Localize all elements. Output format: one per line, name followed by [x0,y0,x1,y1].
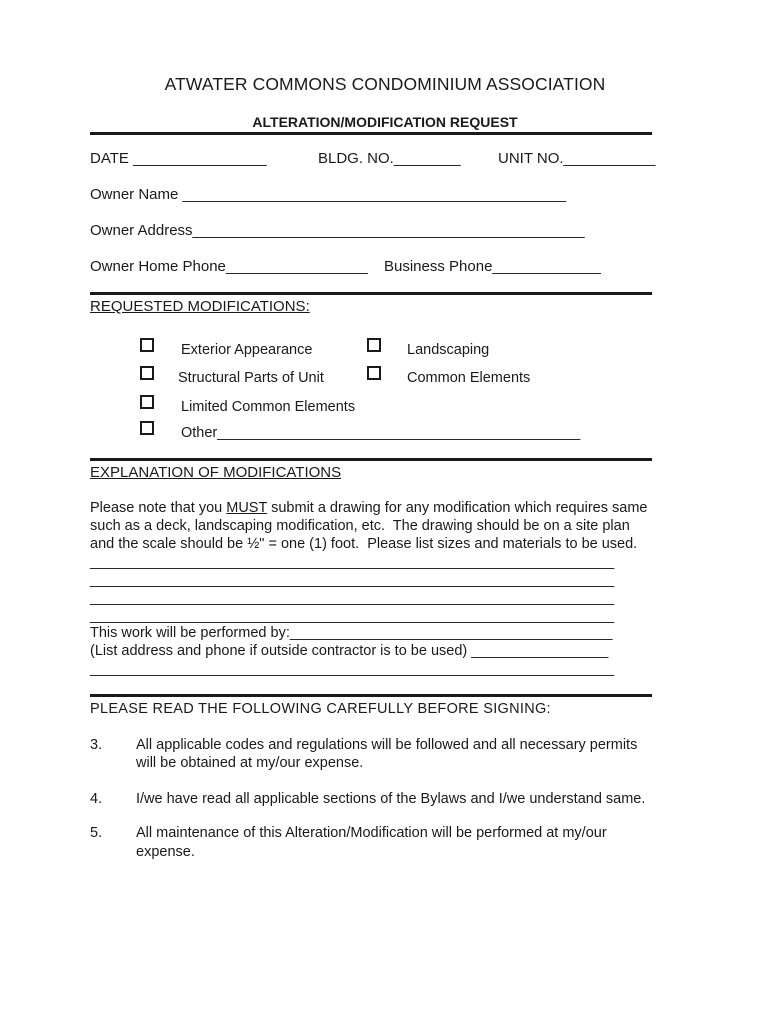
exterior-appearance-checkbox[interactable] [140,338,154,352]
common-elements-label: Common Elements [407,370,531,386]
divider [90,132,652,135]
other-field[interactable]: Other_____________________________________________ [181,425,581,441]
explanation-blank-line-3[interactable]: _________________________________________________________________ [90,590,615,606]
structural-parts-label: Structural Parts of Unit [178,370,324,386]
explanation-blank-line-5[interactable]: _________________________________________________________________ [90,661,615,677]
contractor-field[interactable]: (List address and phone if outside contractor is to be used) _________________ [90,643,609,659]
explanation-blank-line-1[interactable]: _________________________________________________________________ [90,554,615,570]
explanation-blank-line-4[interactable]: _________________________________________________________________ [90,608,615,624]
divider [90,458,652,461]
unit-no-field[interactable]: UNIT NO.___________ [498,150,656,167]
landscaping-label: Landscaping [407,342,490,358]
note-post: submit a drawing for any modification which requires same [267,500,648,516]
exterior-appearance-label: Exterior Appearance [181,342,313,358]
explanation-heading: EXPLANATION OF MODIFICATIONS [90,464,342,481]
owner-home-phone-field[interactable]: Owner Home Phone_________________ [90,258,368,275]
common-elements-checkbox[interactable] [367,366,381,380]
performed-by-field[interactable]: This work will be performed by:________________________________________ [90,625,613,641]
item-text: All applicable codes and regulations will be followed and all necessary permits [136,737,638,753]
item-number: 3. [90,737,103,753]
drawing-note-line-3: and the scale should be ½" = one (1) foot. Please list sizes and materials to be used. [90,536,638,552]
note-must: MUST [226,500,268,516]
drawing-note-line-1 [90,500,647,516]
owner-address-field[interactable]: Owner Address_______________________________________________ [90,222,585,239]
limited-common-elements-label: Limited Common Elements [181,399,356,415]
form-subtitle: ALTERATION/MODIFICATION REQUEST [252,114,518,130]
landscaping-checkbox[interactable] [367,338,381,352]
note-pre: Please note that you [90,500,227,516]
item-number: 5. [90,825,103,841]
requested-modifications-heading: REQUESTED MODIFICATIONS: [90,298,310,315]
explanation-blank-line-2[interactable]: _________________________________________________________________ [90,572,615,588]
form-title: ATWATER COMMONS CONDOMINIUM ASSOCIATION [164,74,606,94]
owner-name-field[interactable]: Owner Name ______________________________________________ [90,186,567,203]
date-field[interactable]: DATE ________________ [90,150,267,167]
item-text: I/we have read all applicable sections of the Bylaws and I/we understand same. [136,791,646,807]
item-text: All maintenance of this Alteration/Modification will be performed at my/our [136,825,607,841]
item-text: will be obtained at my/our expense. [136,755,364,771]
bldg-no-field[interactable]: BLDG. NO.________ [318,150,461,167]
limited-common-elements-checkbox[interactable] [140,395,154,409]
item-text: expense. [136,844,195,860]
read-carefully-heading: PLEASE READ THE FOLLOWING CAREFULLY BEFORE SIGNING: [90,701,551,717]
divider [90,694,652,697]
drawing-note-line-2: such as a deck, landscaping modification, etc. The drawing should be on a site plan [90,518,630,534]
structural-parts-checkbox[interactable] [140,366,154,380]
other-checkbox[interactable] [140,421,154,435]
divider [90,292,652,295]
item-number: 4. [90,791,103,807]
business-phone-field[interactable]: Business Phone_____________ [384,258,601,275]
